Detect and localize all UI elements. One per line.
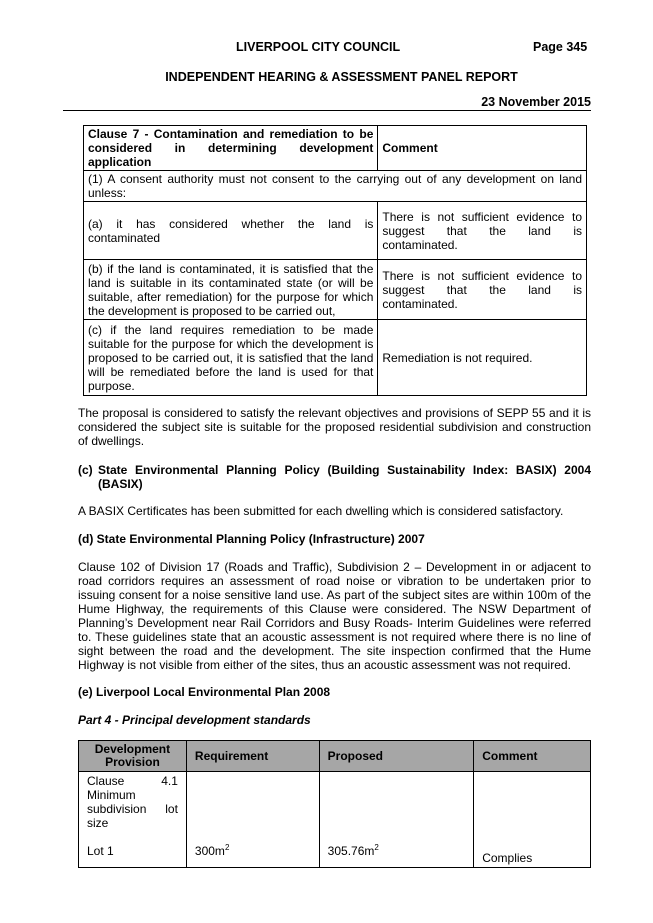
heading-basix: State Environmental Planning Policy (Building Sustainability Index: BASIX) 2004 (BASIX)	[98, 463, 591, 491]
clause-b: (b) if the land is contaminated, it is satisfied that the land is suitable in its contaminated state (or will be suitable, after remediation) for the purpose for which the development is proposed to be carried out,	[84, 260, 378, 320]
basix-paragraph: A BASIX Certificates has been submitted for each dwelling which is considered satisfactory.	[78, 504, 564, 518]
clause-intro: (1) A consent authority must not consent to the carrying out of any development on land unless:	[84, 171, 587, 202]
table-row	[79, 772, 591, 868]
clause-c: (c) if the land requires remediation to be made suitable for the purpose for which the development is proposed to be carried out, it is satisfied that the land will be remediated before the land is used for that purpose.	[84, 320, 378, 396]
report-date: 23 November 2015	[481, 95, 591, 109]
table-row	[84, 202, 587, 260]
requirement-value: $300m^2$	[194, 843, 230, 858]
table-row	[84, 320, 587, 396]
lot-label: Lot 1	[87, 844, 114, 858]
heading-lep: (e) Liverpool Local Environmental Plan 2008	[78, 685, 331, 699]
header-proposed: Proposed	[319, 741, 474, 772]
header-development-provision: Development Provision	[79, 741, 187, 772]
heading-infrastructure: (d) State Environmental Planning Policy (Infrastructure) 2007	[78, 532, 425, 546]
comment-a: There is not sufficient evidence to suggest that the land is contaminated.	[378, 202, 587, 260]
proposed-value: $305.76m^2$	[327, 843, 379, 858]
clause-4-1-label: Clause 4.1 Minimum subdivision lot size	[87, 774, 178, 830]
header-rule	[63, 110, 591, 111]
sepp55-paragraph: The proposal is considered to satisfy the relevant objectives and provisions of SEPP 55 and it is considered the subject site is suitable for the proposed residential subdivision and construction of dwellings.	[78, 406, 591, 448]
comment-complies: Complies	[474, 772, 591, 868]
comment-c: Remediation is not required.	[378, 320, 587, 396]
contamination-clause-table	[83, 125, 587, 396]
comment-header: Comment	[378, 126, 587, 171]
infrastructure-paragraph: Clause 102 of Division 17 (Roads and Traffic), Subdivision 2 – Development in or adjacent to road corridors requires an assessment of road noise or vibration to be undertaken prior to issuing consent for a noise sensitive land use. As part of the subject sites are within 100m of the Hume Highway, the requirements of this Clause were considered. The NSW Department of Planning’s Development near Rail Corridors and Busy Roads- Interim Guidelines were referred to. These guidelines state that an acoustic assessment is not required where there is no line of sight between the road and the development. The site inspection confirmed that the Hume Highway is not visible from either of the sites, thus an acoustic assessment was not required.	[78, 560, 591, 672]
clause-header: Clause 7 - Contamination and remediation to be considered in determining development application	[84, 126, 378, 171]
header-comment: Comment	[474, 741, 591, 772]
report-title: INDEPENDENT HEARING & ASSESSMENT PANEL REPORT	[165, 70, 518, 84]
header-requirement: Requirement	[186, 741, 319, 772]
heading-c-label: (c)	[78, 463, 93, 477]
table-row	[84, 260, 587, 320]
development-standards-table	[78, 740, 591, 868]
page-number: Page 345	[533, 40, 588, 54]
council-name: LIVERPOOL CITY COUNCIL	[236, 40, 401, 54]
comment-b: There is not sufficient evidence to suggest that the land is contaminated.	[378, 260, 587, 320]
clause-a: (a) it has considered whether the land is contaminated	[84, 202, 378, 260]
part4-heading: Part 4 - Principal development standards	[78, 713, 311, 727]
